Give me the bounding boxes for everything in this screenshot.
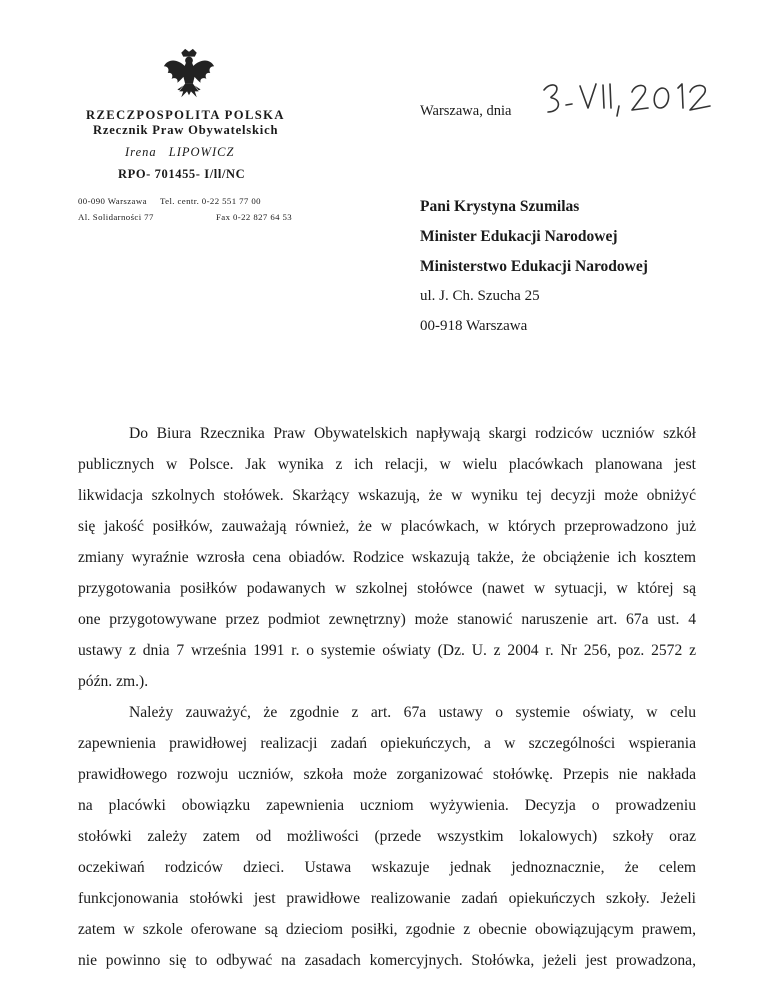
- recipient-ministry: Ministerstwo Edukacji Narodowej: [420, 258, 648, 275]
- body-line: stołówki zależy zatem od możliwości (przede wszystkim lokalowych) szkoły oraz: [78, 828, 696, 845]
- body-line: publicznych w Polsce. Jak wynika z ich relacji, w wielu placówkach planowana jest: [78, 456, 696, 473]
- body-line: Do Biura Rzecznika Praw Obywatelskich napływają skargi rodziców uczniów szkół: [129, 425, 696, 442]
- body-line: oczekiwań rodziców dzieci. Ustawa wskazuje jednak jednoznacznie, że celem: [78, 859, 696, 876]
- body-line: na placówki obowiązku zapewnienia uczniom wyżywienia. Decyzja o prowadzeniu: [78, 797, 696, 814]
- body-line: zatem w szkole oferowane są dzieciom posiłki, zgodnie z obecnie obowiązującym prawem,: [78, 921, 696, 938]
- officer-first-name: Irena: [125, 145, 157, 159]
- body-line: ustawy z dnia 7 września 1991 r. o systemie oświaty (Dz. U. z 2004 r. Nr 256, poz. 2572 z: [78, 642, 696, 659]
- address-postal: 00-090 Warszawa: [78, 196, 147, 206]
- body-line: nie powinno się to odbywać na zasadach komercyjnych. Stołówka, jeżeli jest prowadzona,: [78, 952, 696, 969]
- phone-number: Tel. centr. 0-22 551 77 00: [160, 196, 261, 206]
- sender-officer: [125, 145, 234, 160]
- officer-last-name: LIPOWICZ: [168, 145, 235, 159]
- recipient-name: Pani Krystyna Szumilas: [420, 198, 580, 215]
- body-line: zmiany wyraźnie wzrosła cena obiadów. Rodzice wskazują także, że obciążenie ich kosztem: [78, 549, 696, 566]
- polish-eagle-emblem-icon: [160, 45, 218, 103]
- recipient-title: Minister Edukacji Narodowej: [420, 228, 618, 245]
- body-line: się jakość posiłków, zauważają również, że w placówkach, w których przeprowadzono już: [78, 518, 696, 535]
- recipient-city: 00-918 Warszawa: [420, 318, 528, 334]
- reference-number: RPO- 701455- I/ll/NC: [118, 167, 246, 181]
- body-line: późn. zm.).: [78, 673, 149, 690]
- body-line: prawidłowego rozwoju uczniów, szkoła może zorganizować stołówkę. Przepis nie nakłada: [78, 766, 696, 783]
- body-line: Należy zauważyć, że zgodnie z art. 67a ustawy o systemie oświaty, w celu: [129, 704, 696, 721]
- body-line: zapewnienia prawidłowej realizacji zadań opiekuńczych, a w szczególności wspierania: [78, 735, 696, 752]
- body-line: funkcjonowania stołówki jest prawidłowe realizowanie zadań opiekuńczych szkoły. Jeżeli: [78, 890, 696, 907]
- body-line: likwidacja szkolnych stołówek. Skarżący wskazują, że w wyniku tej decyzji może obniżyć: [78, 487, 696, 504]
- address-street: Al. Solidarności 77: [78, 212, 154, 222]
- body-line: przygotowania posiłków podawanych w szkolnej stołówce (nawet w sytuacji, w której są: [78, 580, 696, 597]
- sender-country: RZECZPOSPOLITA POLSKA: [86, 108, 285, 122]
- handwritten-date: [540, 78, 715, 126]
- sender-office: Rzecznik Praw Obywatelskich: [93, 123, 279, 137]
- recipient-street: ul. J. Ch. Szucha 25: [420, 288, 540, 304]
- dateline-place: Warszawa, dnia: [420, 103, 512, 119]
- body-line: one przygotowywane przez podmiot zewnętrzny) może stanowić naruszenie art. 67a ust. 4: [78, 611, 696, 628]
- fax-number: Fax 0-22 827 64 53: [216, 212, 293, 222]
